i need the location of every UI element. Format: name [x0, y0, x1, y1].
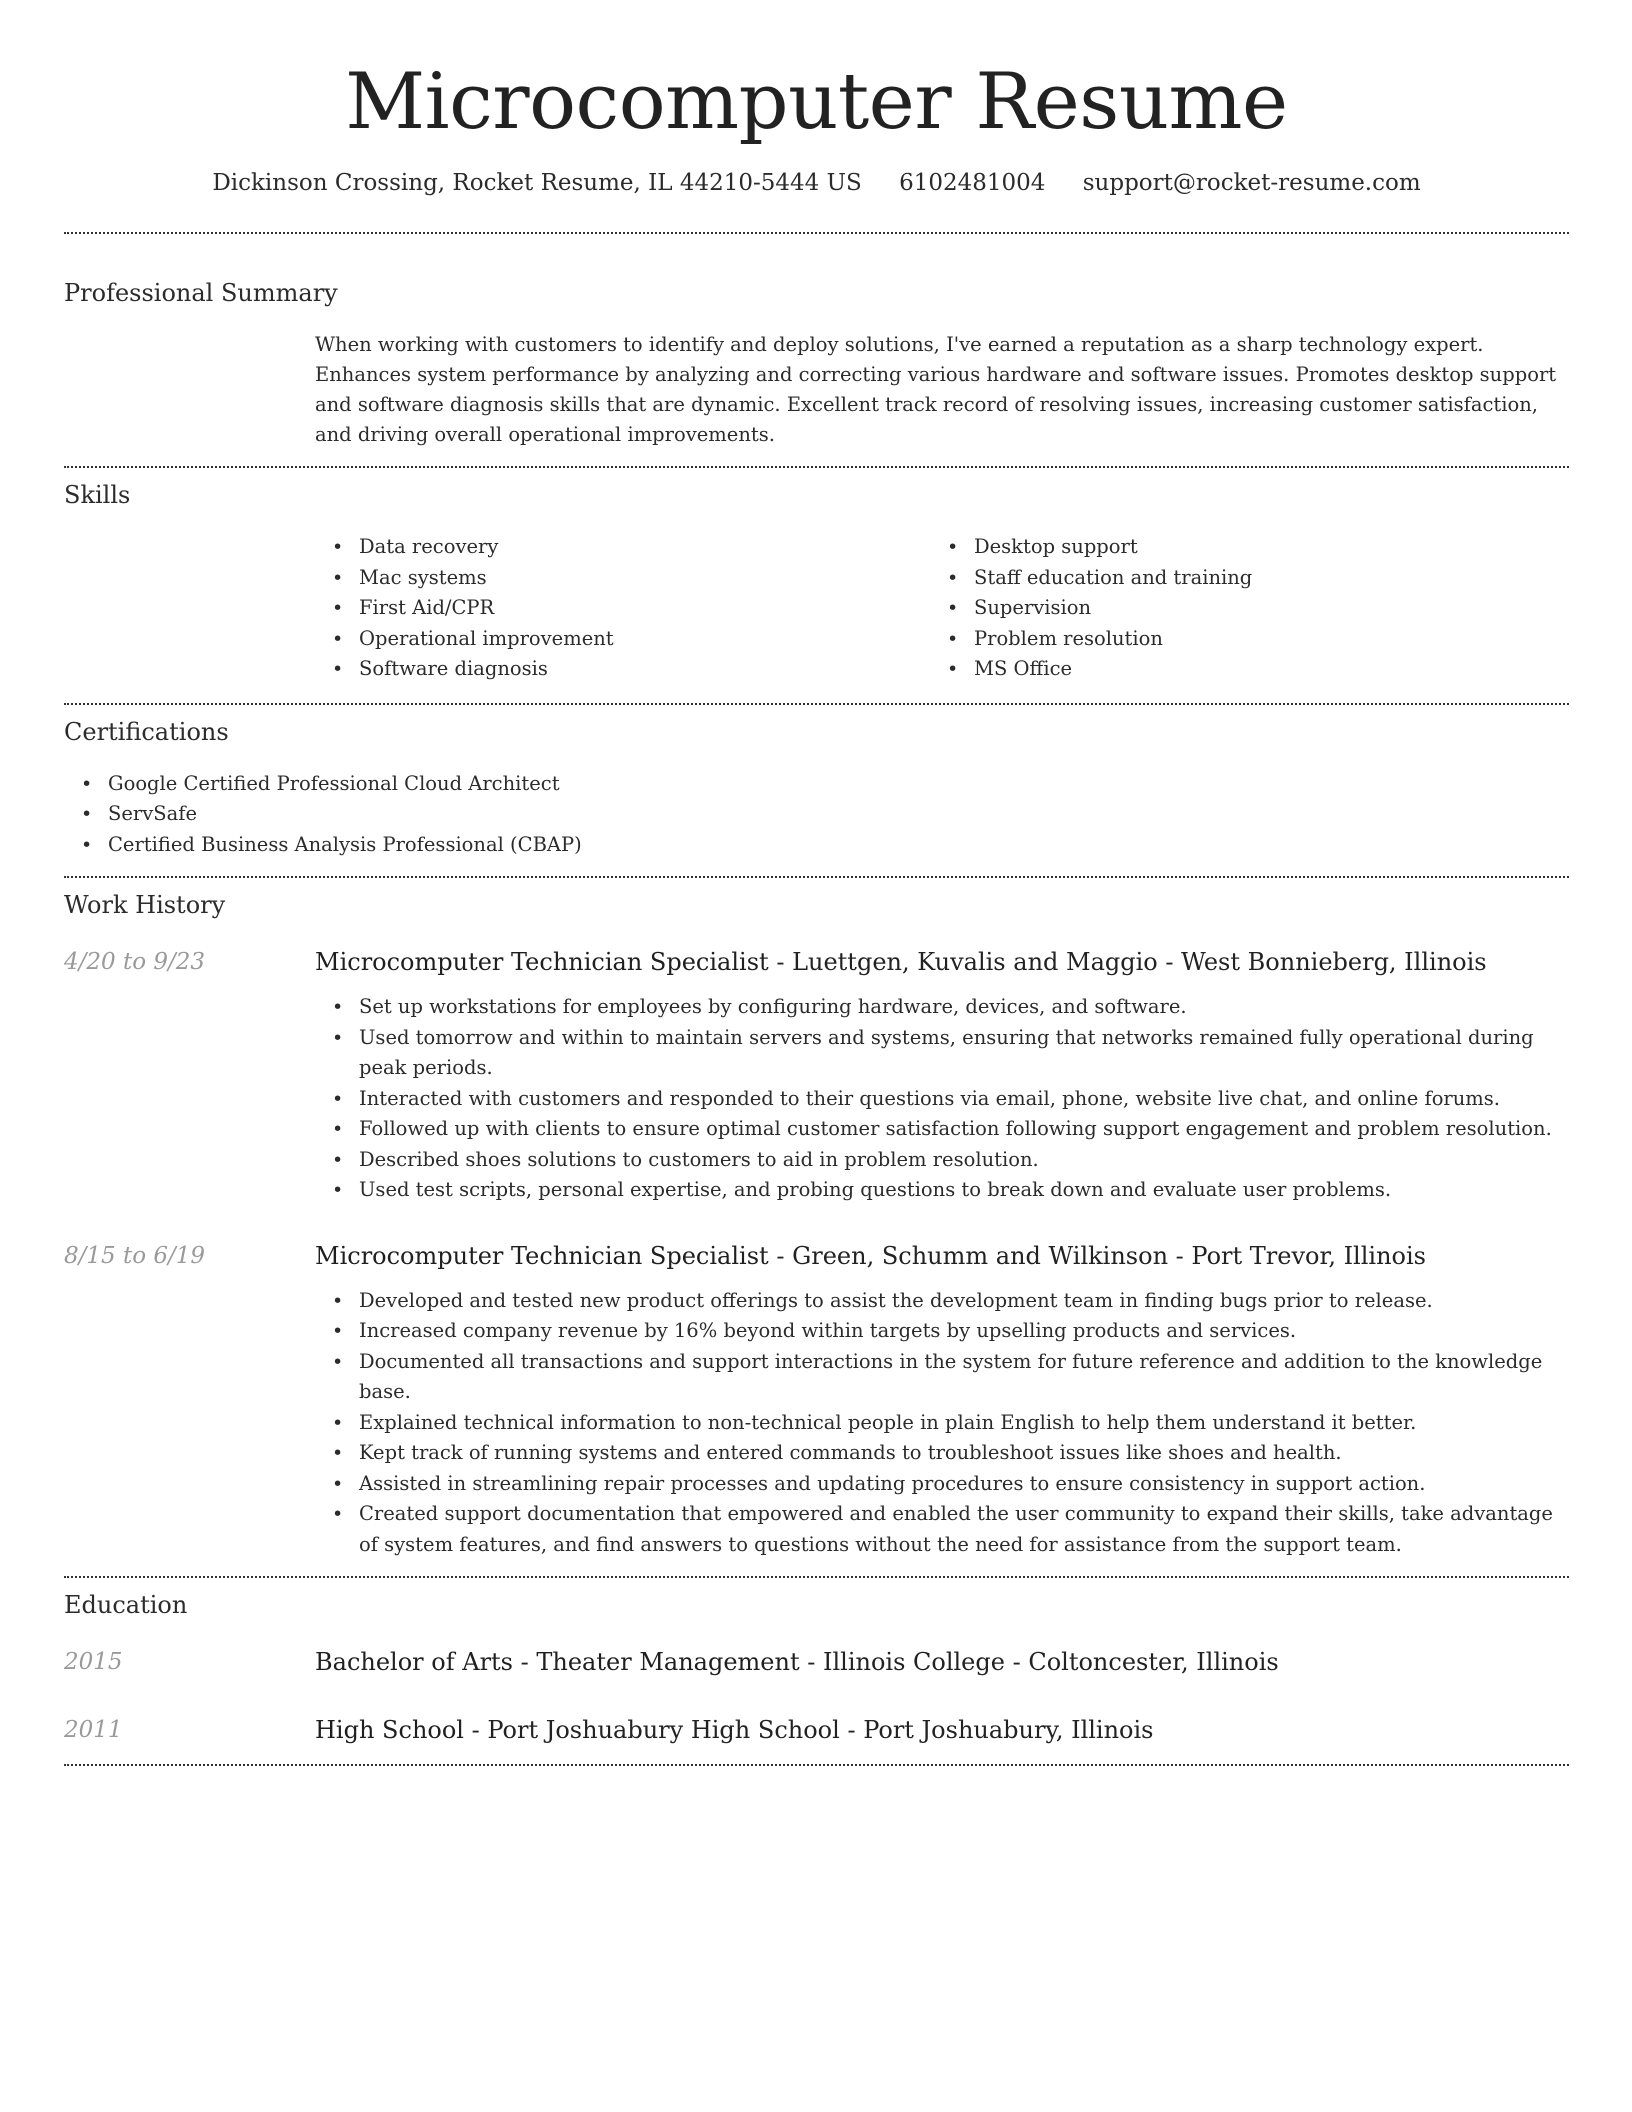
school-location: Coltoncester, Illinois [1028, 1648, 1279, 1676]
separator: - [471, 1716, 488, 1744]
separator: - [1012, 1648, 1029, 1676]
email-link[interactable]: support@rocket-resume.com [1082, 170, 1421, 196]
list-item: • Followed up with clients to ensure optimal customer satisfaction following support engagement and problem resolution. [315, 1114, 1569, 1145]
skills-list-right [930, 532, 1545, 685]
list-item: • Assisted in streamlining repair processes and updating procedures to ensure consistency in support action. [315, 1469, 1569, 1500]
list-item: • Staff education and training [930, 563, 1545, 594]
section-title-work-history: Work History [64, 891, 226, 919]
list-item: • Desktop support [930, 532, 1545, 563]
job-details [315, 1240, 1569, 1561]
job-dates: 8/15 to 6/19 [64, 1242, 206, 1269]
job-location: West Bonnieberg, Illinois [1181, 948, 1487, 976]
summary-section [64, 278, 1569, 450]
list-item: • Google Certified Professional Cloud Architect [64, 769, 1569, 800]
section-title-certifications: Certifications [64, 717, 229, 746]
resume-title: Microcomputer Resume [345, 57, 1288, 147]
job-dates: 4/20 to 9/23 [64, 949, 206, 975]
separator: - [520, 1648, 537, 1676]
degree: Bachelor of Arts [315, 1648, 513, 1676]
divider [64, 1764, 1569, 1766]
list-item: • Problem resolution [930, 624, 1545, 655]
job-bullets [315, 1286, 1569, 1561]
list-item: • Created support documentation that empowered and enabled the user community to expand their skills, take advantage of system features, and find answers to questions without the need for assistance from the support team. [315, 1499, 1569, 1560]
skills-list-left [315, 532, 930, 685]
degree: High School [315, 1716, 464, 1744]
address-text: Dickinson Crossing, Rocket Resume, IL 44210-5444 US [212, 170, 862, 196]
separator: - [807, 1648, 823, 1676]
separator: - [1175, 1241, 1192, 1270]
job-role: Microcomputer Technician Specialist [315, 1241, 769, 1270]
list-item: • Data recovery [315, 532, 930, 563]
list-item: • Used tomorrow and within to maintain servers and systems, ensuring that networks remained fully operational during peak periods. [315, 1023, 1569, 1084]
education-section [64, 1590, 1569, 1746]
skills-grid [315, 532, 1569, 685]
list-item: • Certified Business Analysis Professional (CBAP) [64, 830, 1569, 861]
list-item: • Mac systems [315, 563, 930, 594]
list-item: • Used test scripts, personal expertise, and probing questions to break down and evaluate user problems. [315, 1175, 1569, 1206]
list-item: • ServSafe [64, 799, 1569, 830]
job-role: Microcomputer Technician Specialist [315, 948, 769, 976]
divider [64, 466, 1569, 468]
phone-text: 6102481004 [899, 170, 1046, 196]
education-heading [315, 1714, 1569, 1746]
list-item: • Interacted with customers and responded to their questions via email, phone, website live chat, and online forums. [315, 1084, 1569, 1115]
separator: - [1165, 948, 1182, 976]
list-item: • Explained technical information to non-technical people in plain English to help them understand it better. [315, 1408, 1569, 1439]
divider [64, 703, 1569, 705]
job-heading [315, 946, 1569, 978]
separator: - [847, 1716, 864, 1744]
job-location: Port Trevor, Illinois [1191, 1241, 1426, 1270]
list-item: • Kept track of running systems and entered commands to troubleshoot issues like shoes and health. [315, 1438, 1569, 1469]
divider [64, 1576, 1569, 1578]
list-item: • MS Office [930, 654, 1545, 685]
resume-page [64, 0, 1569, 1766]
list-item: • Developed and tested new product offerings to assist the development team in finding bugs prior to release. [315, 1286, 1569, 1317]
section-title-skills: Skills [64, 481, 131, 509]
list-item: • Operational improvement [315, 624, 930, 655]
education-entry [64, 1646, 1569, 1678]
job-entry [64, 946, 1569, 1206]
education-entry [64, 1714, 1569, 1746]
education-year: 2015 [64, 1649, 123, 1675]
job-company: Green, Schumm and Wilkinson [792, 1241, 1169, 1270]
job-heading [315, 1240, 1569, 1272]
list-item: • Supervision [930, 593, 1545, 624]
job-company: Luettgen, Kuvalis and Maggio [792, 948, 1158, 976]
school-name: Port Joshuabury High School [487, 1716, 840, 1744]
separator: - [776, 948, 793, 976]
section-title-education: Education [64, 1591, 188, 1619]
section-title-summary: Professional Summary [64, 279, 338, 307]
school-location: Port Joshuabury, Illinois [863, 1716, 1154, 1744]
list-item: • First Aid/CPR [315, 593, 930, 624]
school-name: Illinois College [822, 1648, 1005, 1676]
divider [64, 232, 1569, 234]
work-history-section [64, 890, 1569, 1560]
skills-section [64, 480, 1569, 685]
summary-text: When working with customers to identify and deploy solutions, I've earned a reputation as a sharp technology expert. Enhances system performance by analyzing and correcting various hardware and software issues. Promotes desktop support and software diagnosis skills that are dynamic. Excellent track record of resolving issues, increasing customer satisfaction, and driving overall operational improvements. [315, 333, 1557, 446]
list-item: • Described shoes solutions to customers to aid in problem resolution. [315, 1145, 1569, 1176]
certifications-section [64, 717, 1569, 861]
education-heading [315, 1646, 1569, 1678]
list-item: • Software diagnosis [315, 654, 930, 685]
contact-line [64, 168, 1569, 198]
divider [64, 876, 1569, 878]
list-item: • Set up workstations for employees by configuring hardware, devices, and software. [315, 992, 1569, 1023]
job-bullets [315, 992, 1569, 1206]
list-item: • Documented all transactions and support interactions in the system for future reference and addition to the knowledge base. [315, 1347, 1569, 1408]
job-entry [64, 1240, 1569, 1561]
education-year: 2011 [64, 1717, 123, 1743]
certifications-list [64, 769, 1569, 861]
job-details [315, 946, 1569, 1206]
field-of-study: Theater Management [536, 1648, 800, 1676]
separator: - [776, 1241, 793, 1270]
list-item: • Increased company revenue by 16% beyond within targets by upselling products and services. [315, 1316, 1569, 1347]
